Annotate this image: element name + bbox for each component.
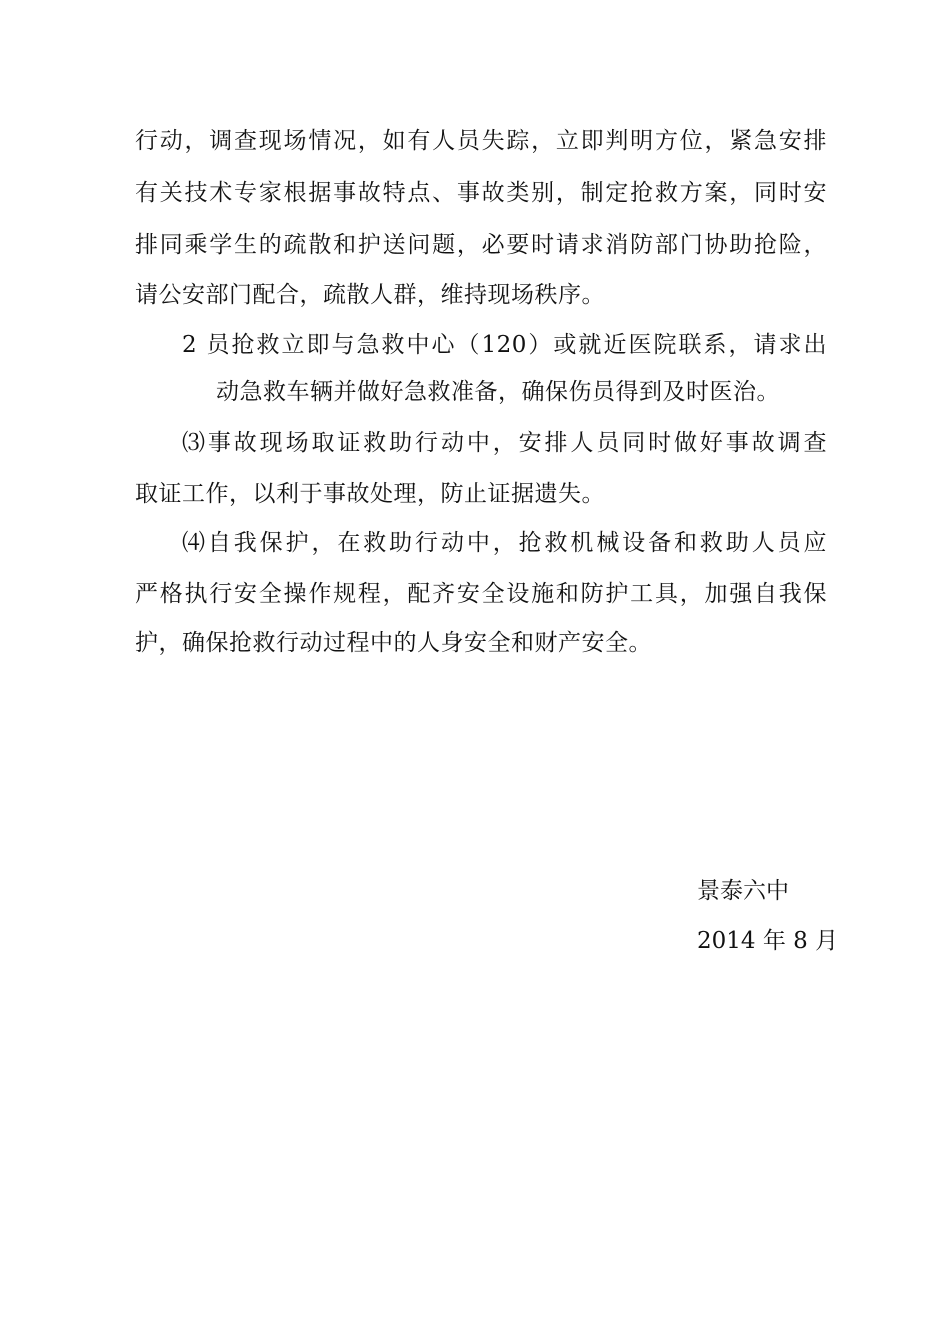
paragraph-4-line-3: 护，确保抢救行动过程中的人身安全和财产安全。 — [135, 630, 652, 656]
paragraph-3-line-1: ⑶事故现场取证救助行动中，安排人员同时做好事故调查 — [182, 430, 827, 456]
paragraph-4-line-2: 严格执行安全操作规程，配齐安全设施和防护工具，加强自我保 — [135, 581, 827, 607]
paragraph-1-line-1: 行动，调查现场情况，如有人员失踪，立即判明方位，紧急安排 — [135, 128, 827, 154]
paragraph-3-line-2: 取证工作，以利于事故处理，防止证据遗失。 — [135, 481, 605, 507]
signature-organization: 景泰六中 — [697, 878, 789, 904]
paragraph-4-line-1: ⑷自我保护，在救助行动中，抢救机械设备和救助人员应 — [182, 530, 827, 556]
signature-date: 2014 年 8 月 — [697, 928, 839, 954]
paragraph-2-line-1: 2 员抢救立即与急救中心（120）或就近医院联系，请求出 — [182, 332, 827, 358]
paragraph-1-line-2: 有关技术专家根据事故特点、事故类别，制定抢救方案，同时安 — [135, 180, 827, 206]
paragraph-1-line-4: 请公安部门配合，疏散人群，维持现场秩序。 — [135, 282, 605, 308]
paragraph-1-line-3: 排同乘学生的疏散和护送问题，必要时请求消防部门协助抢险， — [135, 232, 827, 258]
paragraph-2-line-2: 动急救车辆并做好急救准备，确保伤员得到及时医治。 — [216, 379, 780, 405]
